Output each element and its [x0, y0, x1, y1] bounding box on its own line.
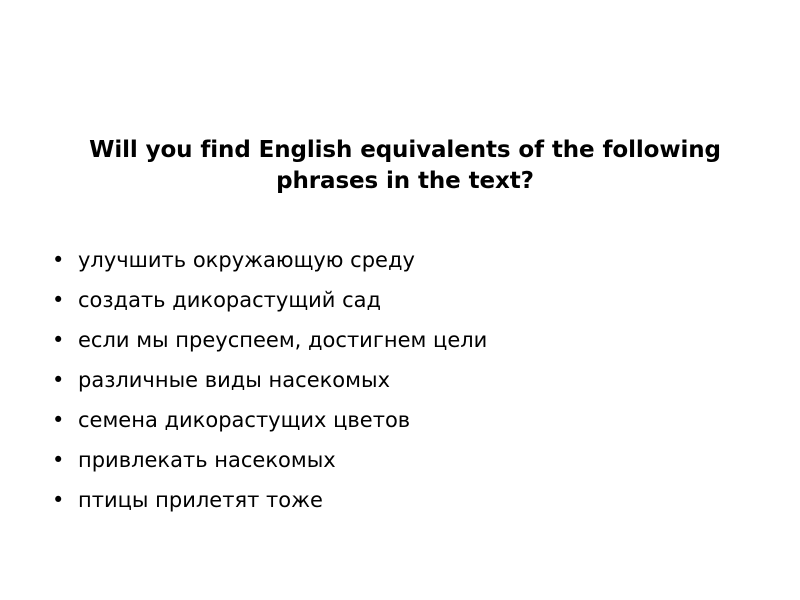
- bullet-dot-icon: •: [52, 408, 65, 432]
- bullet-dot-icon: •: [52, 248, 65, 272]
- list-item-label: различные виды насекомых: [78, 368, 390, 392]
- bullet-dot-icon: •: [52, 488, 65, 512]
- list-item-label: улучшить окружающую среду: [78, 248, 415, 272]
- list-item: [40, 450, 740, 471]
- list-item: [40, 330, 740, 351]
- bullet-dot-icon: •: [52, 368, 65, 392]
- list-item: [40, 490, 740, 511]
- list-item: [40, 290, 740, 311]
- phrase-list: [40, 250, 740, 530]
- list-item: [40, 410, 740, 431]
- page-title: Will you find English equivalents of the following phrases in the text?: [89, 137, 721, 195]
- bullet-dot-icon: •: [52, 328, 65, 352]
- bullet-dot-icon: •: [52, 288, 65, 312]
- list-item-label: птицы прилетят тоже: [78, 488, 323, 512]
- list-item: [40, 370, 740, 391]
- list-item-label: создать дикорастущий сад: [78, 288, 382, 312]
- list-item: [40, 250, 740, 271]
- list-item-label: привлекать насекомых: [78, 448, 336, 472]
- list-item-label: семена дикорастущих цветов: [78, 408, 411, 432]
- bullet-dot-icon: •: [52, 448, 65, 472]
- list-item-label: если мы преуспеем, достигнем цели: [78, 328, 488, 352]
